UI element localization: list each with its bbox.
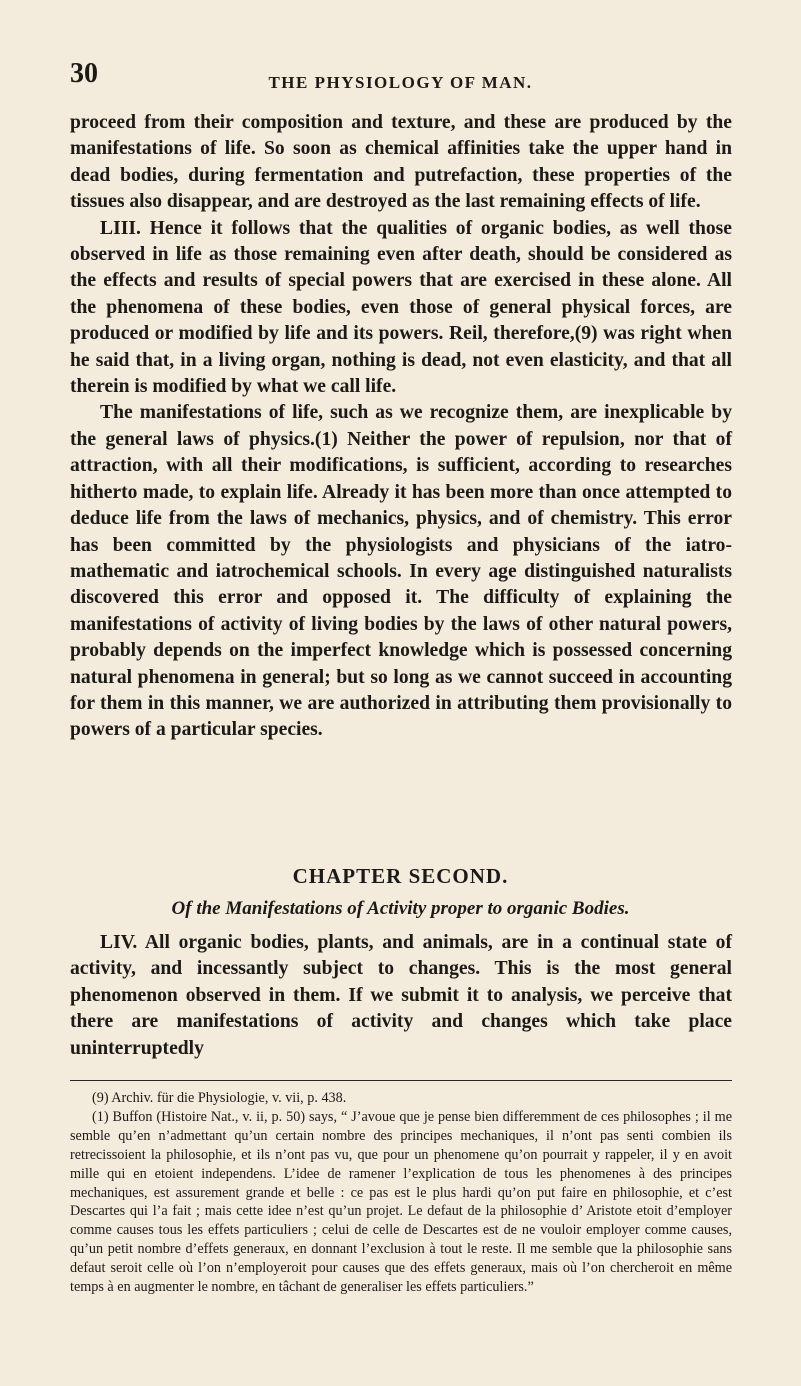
footnote-1: (1) Buffon (Histoire Nat., v. ii, p. 50) says, “ J’avoue que je pense bien differemment de ces philosophes ; il me semble qu’en n’admettant qu’un certain nombre des principes mechaniques, il n’ont pas senti combien ils retrecissoient la philosophie, et ils n’ont pas vu, que pour un phenomene qu’on pourrait y rappeler, il y en avoit mille qui en etoient independens. L’idee de ramener l’explication de tous les phenomenes à des principes mechaniques, est assurement grande et belle : ce pas est le plus hardi qu’on put faire en philosophie, et c’est Descartes qui l’a fait ; mais cette idee n’est qu’un projet. Le defaut de la philosophie d’ Aristote etoit d’employer comme causes tous les effets particuliers ; celui de celle de Descartes est de ne vouloir employer comme causes, qu’un petit nombre d’effets generaux, en donnant l’exclusion à tout le reste. Il me semble que la philosophie sans defaut seroit celle où l’on n’employeroit pour causes que des effets generaux, mais où l’on chercheroit en même temps à en augmenter le nombre, en tâchant de generaliser les effets particuliers.” [70, 1108, 732, 1296]
chapter-subtitle: Of the Manifestations of Activity proper to organic Bodies. [171, 898, 630, 919]
running-title: THE PHYSIOLOGY OF MAN. [268, 73, 533, 92]
footnotes [70, 1089, 732, 1297]
body-text [70, 110, 732, 744]
footnote-9: (9) Archiv. für die Physiologie, v. vii, p. 438. [92, 1090, 347, 1106]
paragraph-continued: proceed from their composition and texture, and these are produced by the manifestations of life. So soon as chemical affinities take the upper hand in dead bodies, during fermentation and putrefaction, these properties of the tissues also disappear, and are destroyed as the last remaining effects of life. [70, 112, 732, 213]
paragraph-liii: LIII. Hence it follows that the qualities of organic bodies, as well those observed in life as those remaining even after death, should be considered as the effects and results of special powers that are exercised in these alone. All the phenomena of these bodies, even those of general physical forces, are produced or modified by life and its powers. Reil, therefore,(9) was right when he said that, in a living organ, nothing is dead, not even elasticity, and that all therein is modified by what we call life. [70, 217, 732, 398]
paragraph-manifestations: The manifestations of life, such as we recognize them, are inexplicable by the general laws of physics.(1) Neither the power of repulsion, nor that of attraction, with all their modifications, is sufficient, according to researches hitherto made, to explain life. Already it has been more than once attempted to deduce life from the laws of mechanics, physics, and of chemistry. This error has been committed by the physiologists and physicians of the iatro-mathematic and iatrochemical schools. In every age distinguished naturalists discovered this error and opposed it. The difficulty of explaining the manifestations of activity of living bodies by the laws of other natural powers, probably depends on the imperfect knowledge which is possessed concerning natural phenomena in general; but so long as we cannot succeed in accounting for them in this manner, we are authorized in attributing them provisionally to powers of a particular species. [70, 402, 732, 741]
chapter-title: CHAPTER SECOND. [292, 864, 509, 888]
footnote-divider [70, 1080, 732, 1081]
chapter-text [70, 930, 732, 1062]
page-number: 30 [70, 58, 98, 89]
paragraph-liv: LIV. All organic bodies, plants, and animals, are in a continual state of activity, and incessantly subject to changes. This is the most general phenomenon observed in them. If we submit it to analysis, we perceive that there are manifestations of activity and changes which take place uninterruptedly [70, 932, 732, 1059]
